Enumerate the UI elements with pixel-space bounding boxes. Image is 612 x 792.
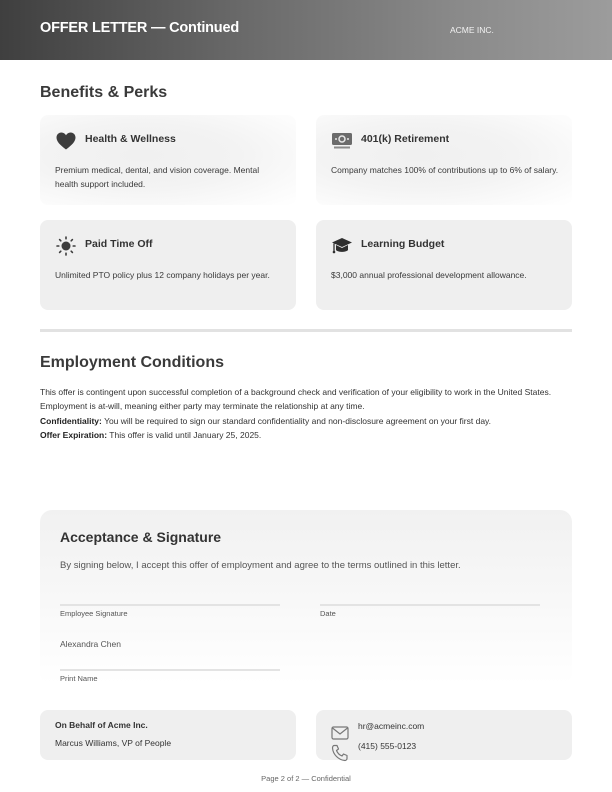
signature-line[interactable]: [60, 604, 280, 606]
benefit-title: Paid Time Off: [85, 238, 153, 250]
sun-icon: [55, 235, 77, 257]
conditions-title: Employment Conditions: [40, 354, 224, 371]
confidentiality-text: You will be required to sign our standard confidentiality and non-disclosure agreement on your first day.: [101, 415, 492, 426]
print-name-line[interactable]: [60, 669, 280, 671]
page-footer: Page 2 of 2 — Confidential: [261, 774, 351, 783]
benefit-card-health: [40, 115, 296, 205]
benefit-description: $3,000 annual professional development allowance.: [331, 270, 527, 280]
benefit-card-learning: [316, 220, 572, 310]
company-signatory-card: [40, 710, 296, 760]
expiration-label: Offer Expiration:: [40, 429, 108, 440]
acceptance-title: Acceptance & Signature: [60, 529, 222, 545]
benefit-title: Health & Wellness: [85, 133, 176, 145]
acceptance-section: [40, 510, 572, 685]
print-name-value: Alexandra Chen: [60, 639, 121, 649]
benefit-card-retirement: [316, 115, 572, 205]
benefit-description: Premium medical, dental, and vision coverage. Mental health support included.: [55, 165, 260, 189]
expiration-clause: [40, 428, 572, 442]
confidentiality-label: Confidentiality:: [40, 415, 102, 426]
page-header: [0, 0, 612, 60]
document-title: OFFER LETTER — Continued: [40, 20, 239, 36]
section-divider: [40, 329, 572, 332]
expiration-text: This offer is valid until January 25, 2025.: [107, 429, 262, 440]
date-label: Date: [320, 609, 336, 618]
benefit-description: Company matches 100% of contributions up to 6% of salary.: [331, 165, 559, 175]
conditions-body: [40, 385, 572, 442]
confidentiality-clause: [40, 414, 572, 428]
heart-icon: [55, 130, 77, 152]
benefit-title: Learning Budget: [361, 238, 445, 250]
benefit-title: 401(k) Retirement: [361, 133, 450, 145]
company-name: ACME INC.: [450, 25, 494, 35]
phone-icon: [331, 744, 349, 762]
signature-label: Employee Signature: [60, 609, 128, 618]
print-name-label: Print Name: [60, 674, 98, 683]
acceptance-statement: By signing below, I accept this offer of employment and agree to the terms outlined in this letter.: [60, 560, 461, 571]
contact-card: [316, 710, 572, 760]
behalf-title: On Behalf of Acme Inc.: [55, 720, 148, 730]
money-icon: [331, 130, 353, 152]
conditions-paragraph: This offer is contingent upon successful completion of a background check and verification of your eligibility to work in the United States. Employment is at-will, meaning either party may terminate the relationship at any time.: [40, 387, 552, 412]
benefit-card-pto: [40, 220, 296, 310]
date-line[interactable]: [320, 604, 540, 606]
benefits-title: Benefits & Perks: [40, 84, 168, 101]
email-link[interactable]: hr@acmeinc.com: [358, 721, 425, 731]
phone-number[interactable]: (415) 555-0123: [358, 741, 417, 751]
graduation-cap-icon: [331, 235, 353, 257]
envelope-icon: [331, 726, 349, 744]
signatory-name: Marcus Williams, VP of People: [55, 738, 172, 748]
benefit-description: Unlimited PTO policy plus 12 company holidays per year.: [55, 270, 270, 280]
